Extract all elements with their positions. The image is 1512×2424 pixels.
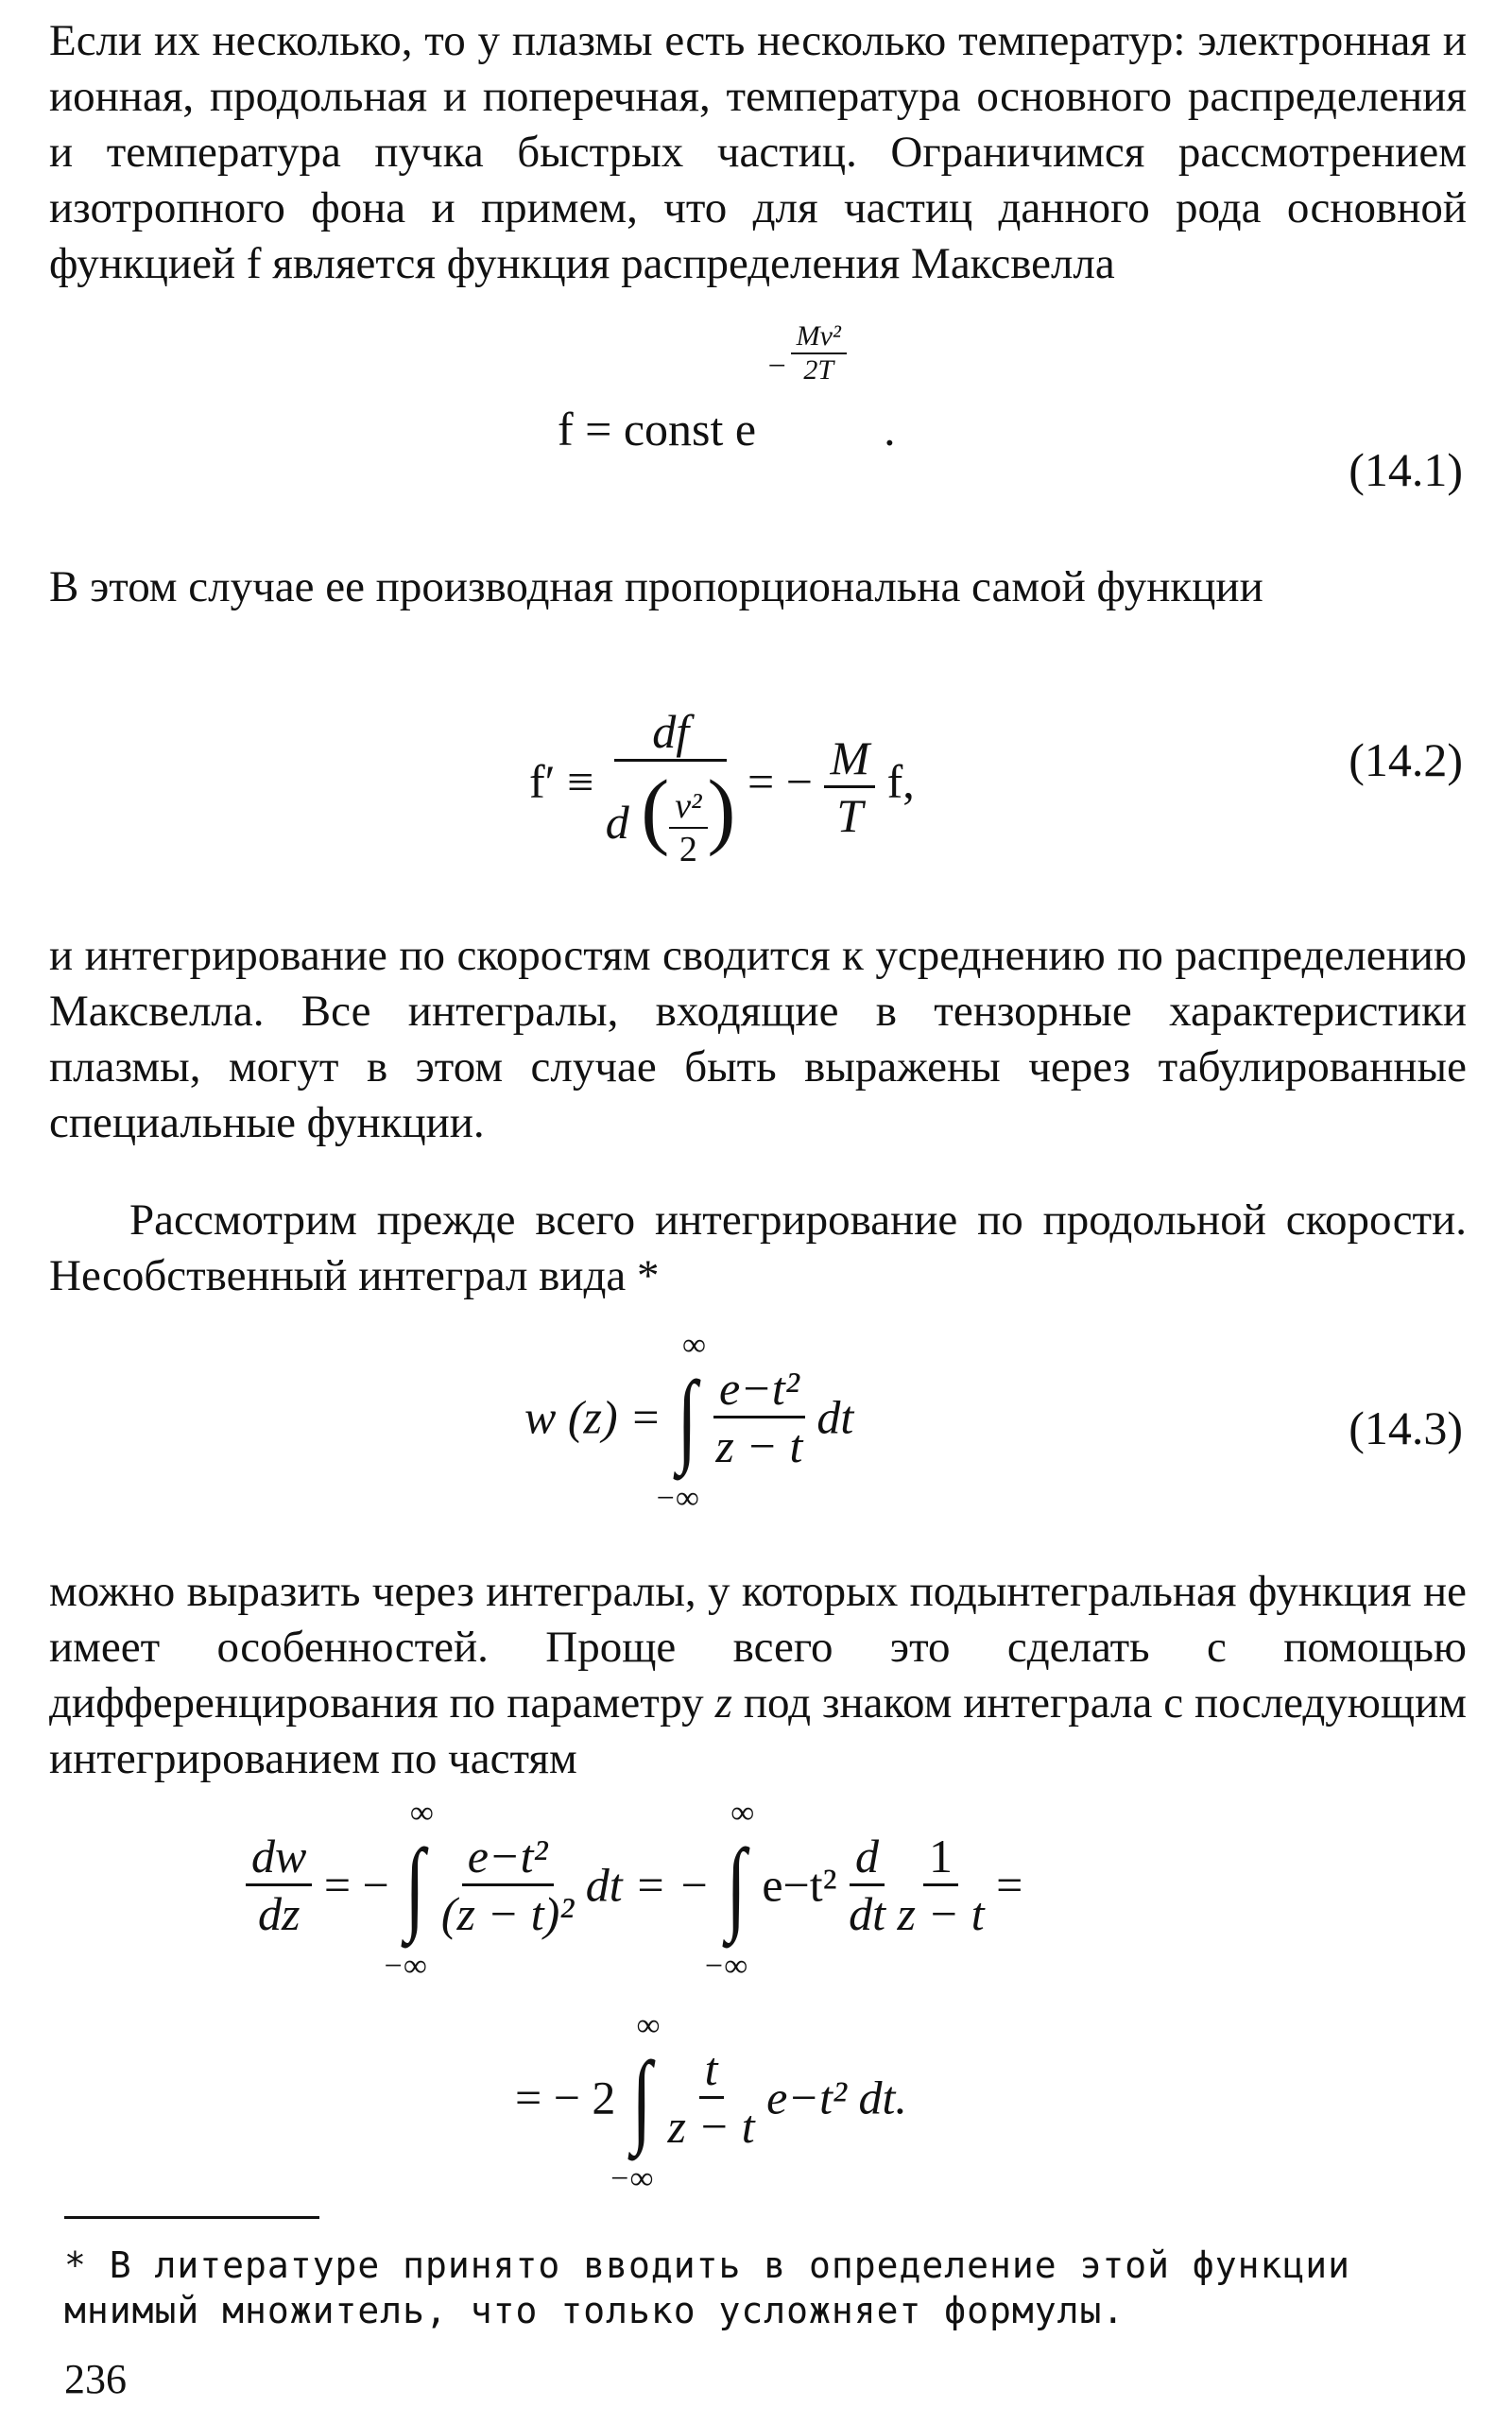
eq1-lhs: f = const e	[558, 403, 757, 456]
equation-derivative: $\frac{dw}{dz}$ = − ∫ ∞ −∞ $\frac{\text{e−t²}}{\text{(z − t)²}}$ dt = − ∫ ∞ −∞ e−t² $\frac{d}{dt}$ $\frac{1}{z - t}$ =	[246, 1829, 1022, 1980]
footnote-line-2: мнимый множитель, что только усложняет формулы.	[64, 2290, 1125, 2331]
eq5-fraction: $\frac{t}{z - t}$	[667, 2042, 755, 2153]
equation-14-2: f′ ≡ df d ( $\frac{\text{v²}}{2}$ ) = − $\frac{M}{T}$ f,	[529, 705, 915, 869]
eq4-d-dt: $\frac{d}{dt}$	[849, 1830, 885, 1940]
integral-sign: ∫	[677, 1359, 697, 1475]
integral-sign: ∫	[631, 2039, 652, 2156]
paragraph-1: Если их несколько, то у плазмы есть несколько температур: электронная и ионная, продольная и поперечная, температура основного распределения и температура пучка быстрых частиц. Ограничимся рассмотрением изотропного фона и примем, что для частиц данного рода основной функцией f является функция распределения Максвелла	[49, 16, 1467, 288]
integral-sign: ∫	[404, 1827, 425, 1943]
paragraph-2: В этом случае ее производная пропорциональна самой функции	[49, 562, 1263, 611]
eq2-coef: $\frac{M}{T}$	[824, 731, 875, 843]
eq4-fraction-2: $\frac{1}{z - t}$	[897, 1830, 985, 1940]
equation-number-14-1: (14.1)	[1349, 443, 1463, 496]
paragraph-5: можно выразить через интегралы, у которых подынтегральная функция не имеет особенностей. Проще всего это сделать с помощью дифференцирования по параметру z под знаком интеграла с последующим интегрированием по частям	[49, 1567, 1467, 1783]
eq1-exponent: $\frac{\text{Mv²}}{2T}$	[791, 320, 847, 387]
paragraph-3: и интегрирование по скоростям сводится к усреднению по распределению Максвелла. Все интегралы, входящие в тензорные характеристики плазмы, могут в этом случае быть выражены через табулированные специальные функции.	[49, 931, 1467, 1147]
eq2-fraction: df d ( $\frac{\text{v²}}{2}$ )	[605, 705, 736, 869]
equation-continuation: = − 2 ∫ ∞ −∞ $\frac{t}{z - t}$ e−t² dt.	[515, 2007, 907, 2196]
eq3-fraction: $\frac{\text{e−t²}}{z - t}$	[713, 1361, 805, 1473]
eq4-lhs: $\frac{dw}{dz}$	[246, 1829, 312, 1941]
footnote-rule	[64, 2216, 319, 2219]
footnote-line-1: * В литературе принято вводить в определение этой функции	[64, 2244, 1351, 2286]
eq4-fraction-1: $\frac{\text{e−t²}}{\text{(z − t)²}}$	[440, 1830, 575, 1940]
page-number: 236	[64, 2356, 127, 2402]
paragraph-4: Рассмотрим прежде всего интегрирование по продольной скорости. Несобственный интеграл вида *	[49, 1195, 1467, 1300]
integral-sign: ∫	[726, 1827, 747, 1943]
equation-number-14-2: (14.2)	[1349, 733, 1463, 786]
equation-number-14-3: (14.3)	[1349, 1401, 1463, 1454]
equation-14-3: w (z) = ∫ ∞ −∞ $\frac{\text{e−t²}}{z - t}$ dt	[524, 1327, 854, 1516]
equation-14-1: f = const e − $\frac{\text{Mv²}}{2T}$ .	[558, 320, 896, 456]
